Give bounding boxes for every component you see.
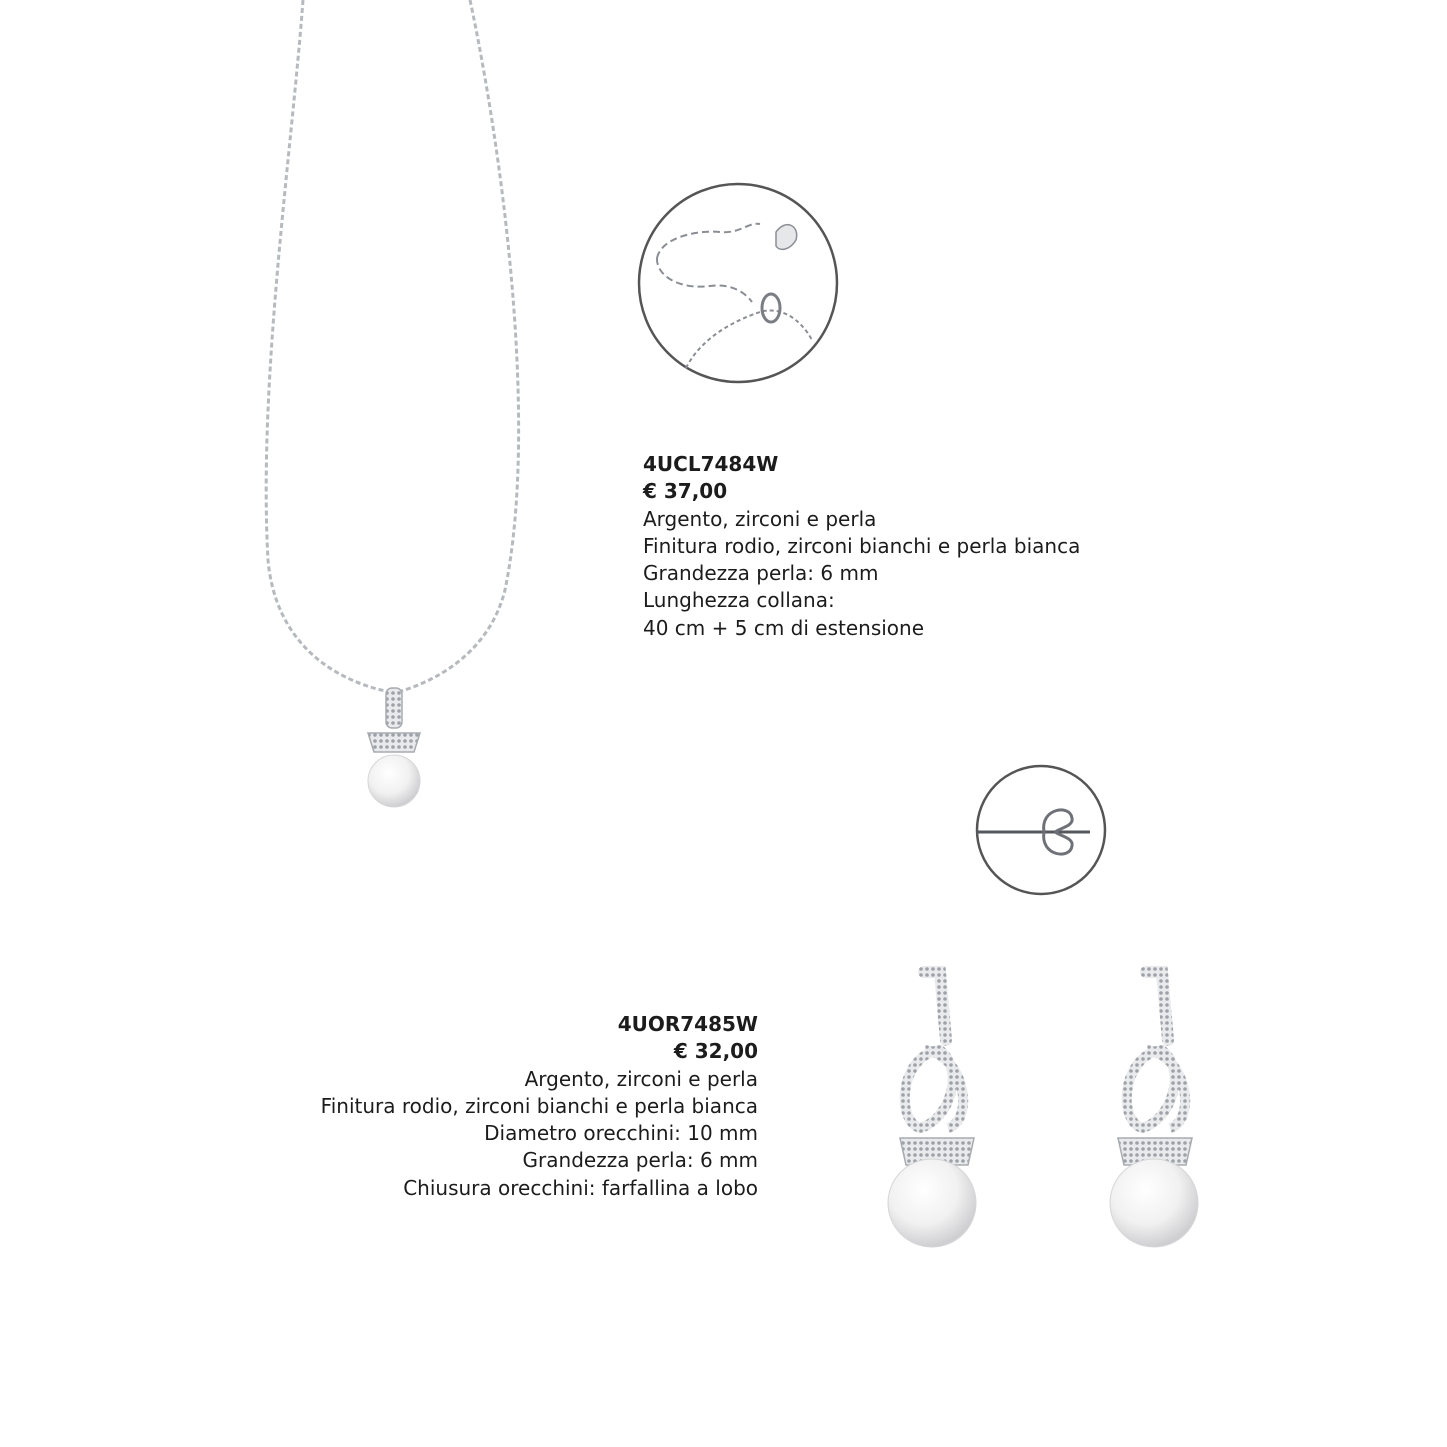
necklace-description [643,451,1080,642]
product-detail-line: Diametro orecchini: 10 mm [484,1121,758,1146]
pendant-bail [386,688,402,728]
right-earring-image [1110,972,1198,1247]
left-earring-image [888,972,976,1247]
necklace-chain-right [398,0,519,692]
clasp-detail-circle [639,184,837,382]
product-detail-line: Grandezza perla: 6 mm [643,561,879,586]
pendant-bow [368,733,420,752]
pendant-pearl [368,755,420,807]
earrings-description [321,1011,758,1202]
product-price: € 37,00 [643,479,728,504]
product-code: 4UCL7484W [643,452,779,476]
product-detail-line: 40 cm + 5 cm di estensione [643,615,925,640]
product-code: 4UOR7485W [617,1012,758,1036]
product-price: € 32,00 [673,1039,758,1064]
product-detail-line: Finitura rodio, zirconi bianchi e perla bianca [320,1093,758,1118]
product-detail-line: Grandezza perla: 6 mm [522,1148,758,1173]
product-detail-line: Finitura rodio, zirconi bianchi e perla bianca [643,533,1081,558]
product-detail-line: Lunghezza collana: [643,588,835,613]
product-detail-line: Chiusura orecchini: farfallina a lobo [403,1175,758,1200]
necklace-image [266,0,518,807]
necklace-chain-left [266,0,390,692]
butterfly-back-detail-circle [977,766,1105,894]
product-detail-line: Argento, zirconi e perla [524,1066,758,1091]
product-detail-line: Argento, zirconi e perla [643,506,877,531]
